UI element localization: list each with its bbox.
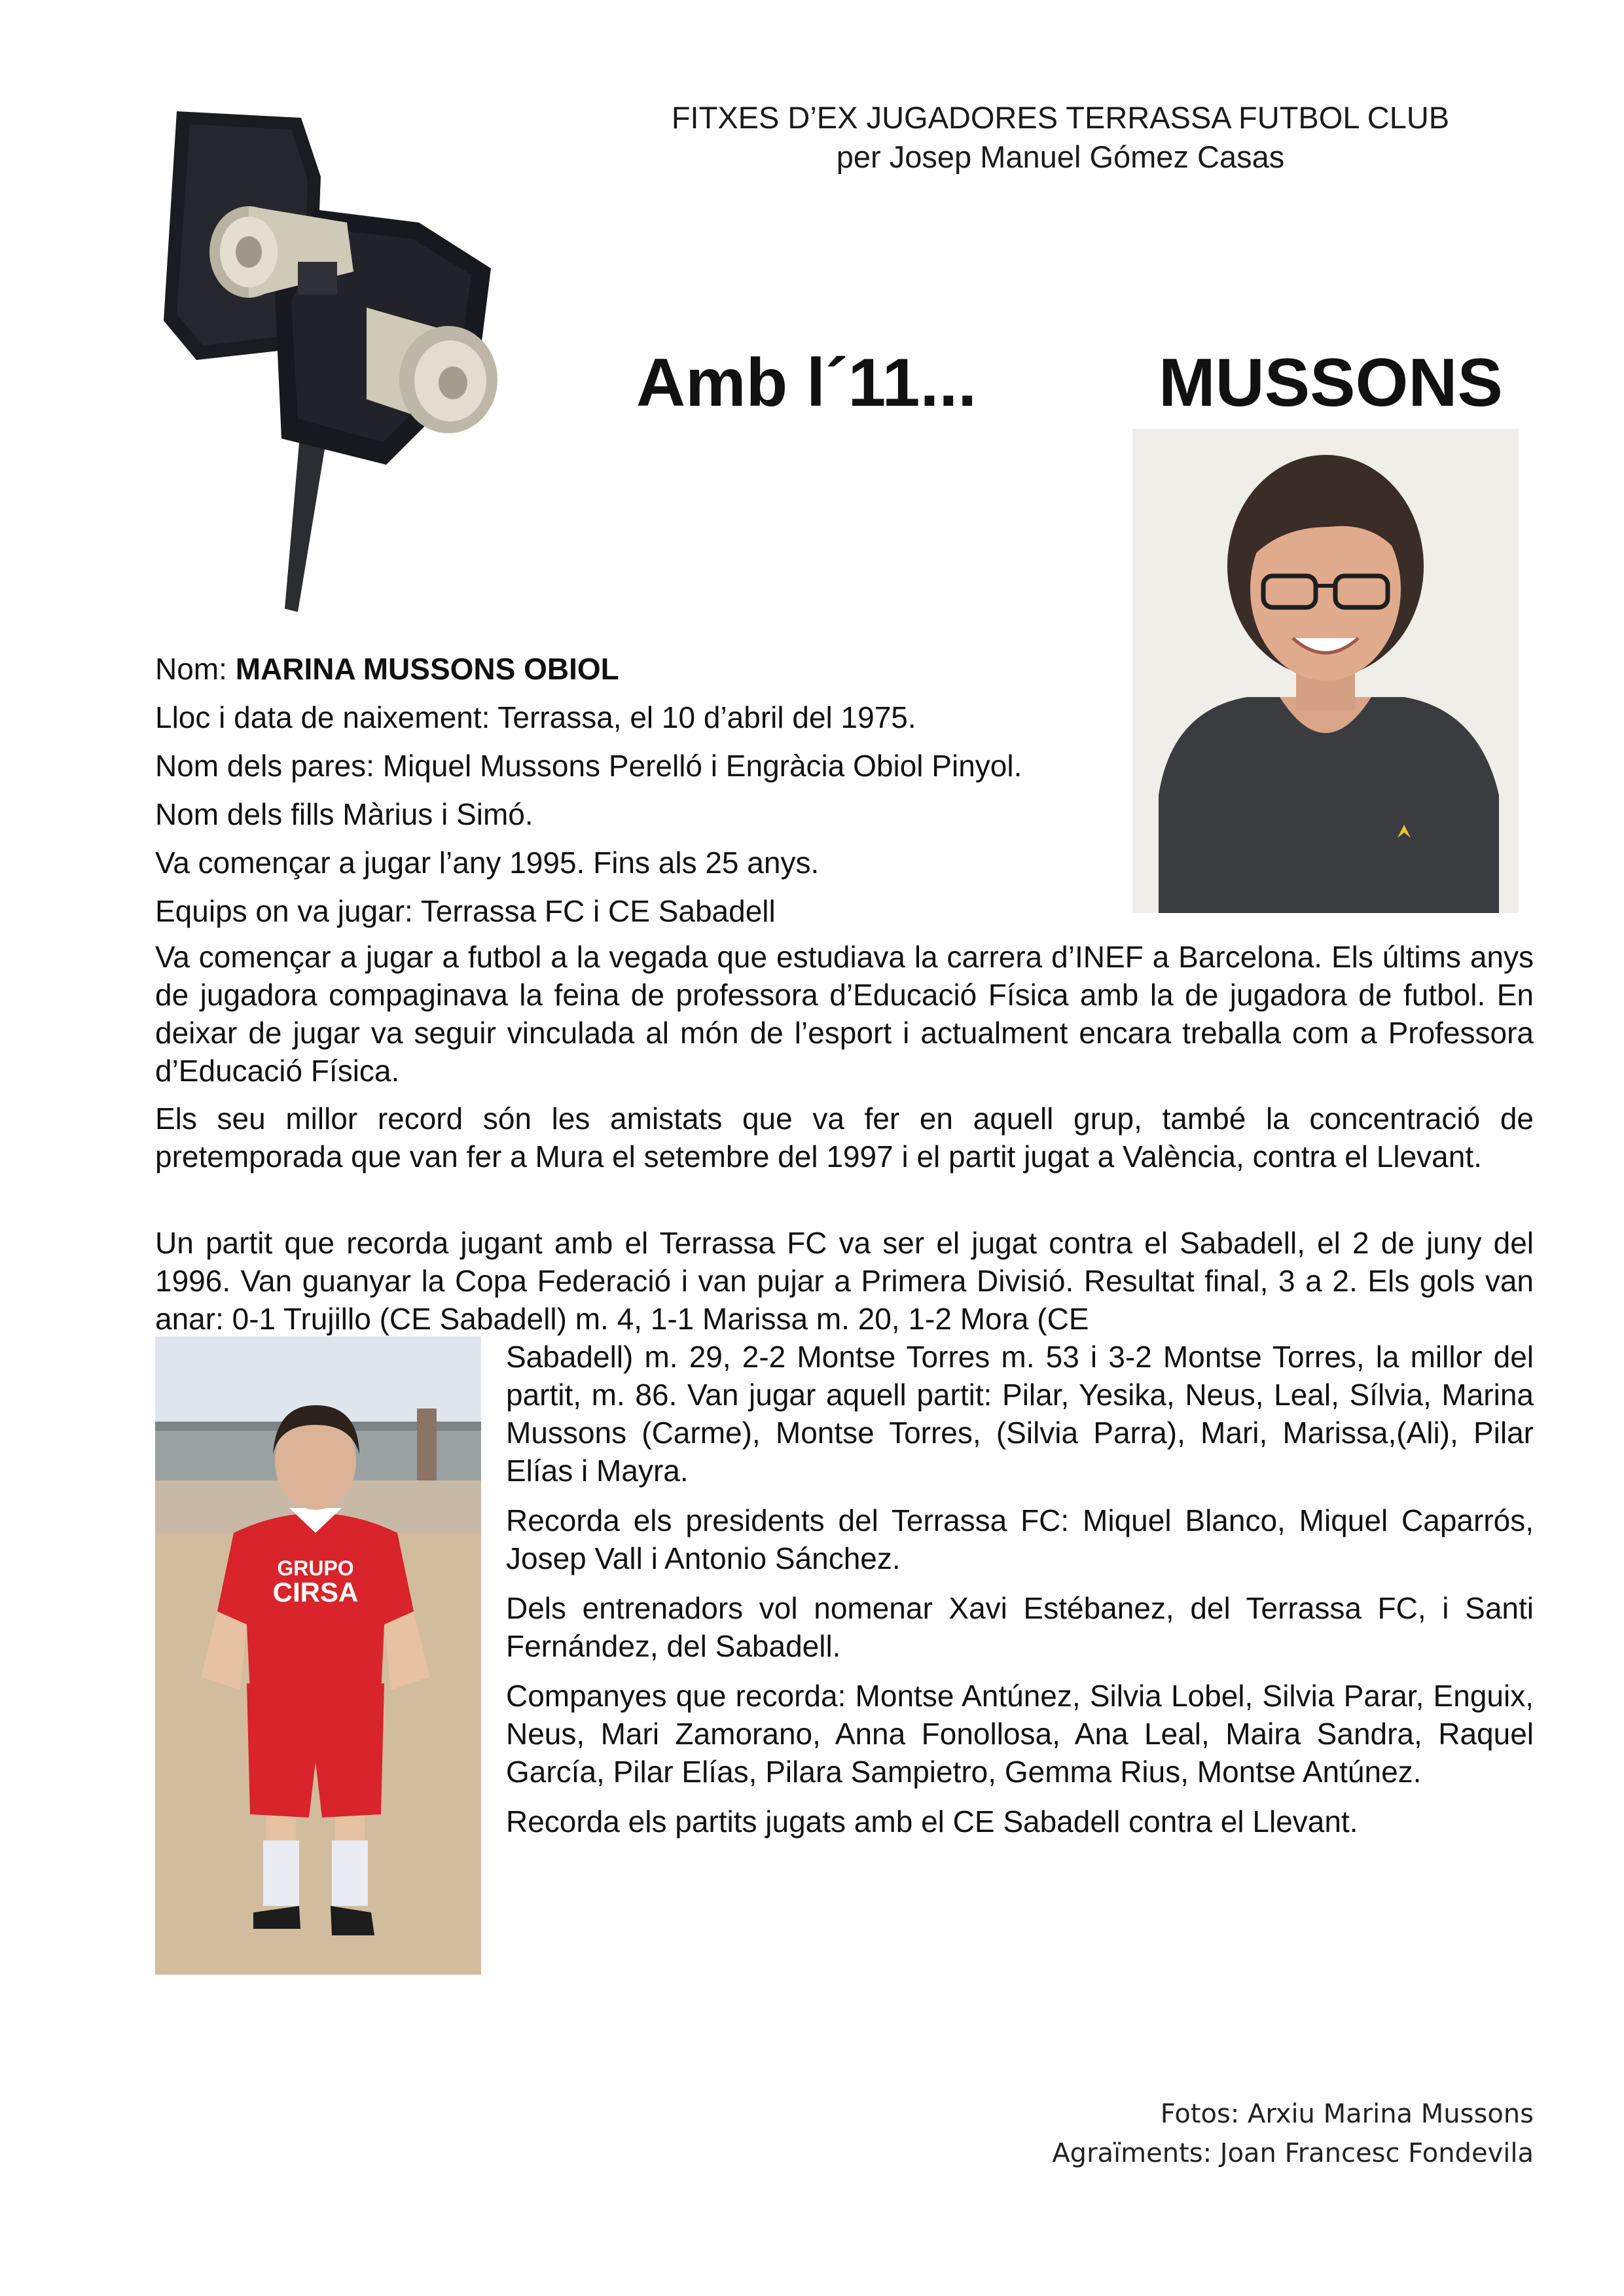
player-surname-title: MUSSONS [1159, 345, 1503, 421]
credits-thanks: Agraïments: Joan Francesc Fondevila [1052, 2138, 1534, 2168]
birth-line: Lloc i data de naixement: Terrassa, el 10 d’abril del 1975. [155, 700, 916, 734]
paragraph-best-memories: Els seu millor record són les amistats que va fer en aquell grup, també la concentració de pretemporada que van fer a Mura el setembre del 1997 i el partit jugat a València, contra el Llevant. [155, 1102, 1534, 1174]
loudspeaker-illustration [151, 98, 622, 622]
personal-data [155, 645, 1022, 935]
player-full-name: MARINA MUSSONS OBIOL [235, 652, 619, 686]
paragraph-presidents: Recorda els presidents del Terrassa FC: Miquel Blanco, Miquel Caparrós, Josep Vall i Antonio Sánchez. [506, 1503, 1534, 1575]
title-prefix: Amb l´11... [636, 345, 977, 421]
parents-line: Nom dels pares: Miquel Mussons Perelló i Engràcia Obiol Pinyol. [155, 749, 1022, 783]
name-label: Nom: [155, 652, 236, 686]
field-photo [155, 1336, 481, 1975]
children-line: Nom dels fills Màrius i Simó. [155, 797, 533, 831]
document-header [589, 98, 1532, 177]
paragraph-teammates: Companyes que recorda: Montse Antúnez, Silvia Lobel, Silvia Parar, Enguix, Neus, Mari Zamorano, Anna Fonollosa, Ana Leal, Maira Sandra, Raquel García, Pilar Elías, Pilara Sampietro, Gemma Rius, Montse Antúnez. [506, 1679, 1534, 1789]
portrait-photo [1132, 429, 1519, 913]
name-line [155, 645, 1022, 693]
career-start-line: Va començar a jugar l’any 1995. Fins als 25 anys. [155, 846, 820, 880]
jersey-sponsor-line2: CIRSA [272, 1577, 359, 1607]
jersey-sponsor-line1: GRUPO [277, 1556, 354, 1580]
text-column [506, 1338, 1534, 1852]
paragraph-career: Va començar a jugar a futbol a la vegada que estudiava la carrera d’INEF a Barcelona. Els últims anys de jugadora compaginava la feina de professora d’Educació Física amb la de jugadora de futbol. En deixar de jugar va seguir vinculada al món de l’esport i actualment encara treballa com a Professora d’Educació Física. [155, 940, 1534, 1088]
teams-line: Equips on va jugar: Terrassa FC i CE Sabadell [155, 894, 776, 928]
credits-photos: Fotos: Arxiu Marina Mussons [1160, 2099, 1534, 2129]
paragraph-levante-matches: Recorda els partits jugats amb el CE Sabadell contra el Llevant. [506, 1804, 1358, 1839]
header-series-title: FITXES D’EX JUGADORES TERRASSA FUTBOL CLUB [671, 100, 1450, 135]
photo-credits [982, 2094, 1534, 2173]
paragraph-match-intro [155, 1224, 1534, 1338]
header-author: per Josep Manuel Gómez Casas [836, 139, 1285, 174]
paragraph-coaches: Dels entrenadors vol nomenar Xavi Estébanez, del Terrassa FC, i Santi Fernández, del Sabadell. [506, 1591, 1534, 1663]
paragraph-match-details: Sabadell) m. 29, 2-2 Montse Torres m. 53 i 3-2 Montse Torres, la millor del partit, m. 86. Van jugar aquell partit: Pilar, Yesika, Neus, Leal, Sílvia, Marina Mussons (Carme), Montse Torres, (Silvia Parra), Mari, Marissa,(Ali), Pilar Elías i Mayra. [506, 1340, 1534, 1488]
paragraph-match-intro-text: Un partit que recorda jugant amb el Terrassa FC va ser el jugat contra el Sabadell, el 2 de juny del 1996. Van guanyar la Copa Federació i van pujar a Primera Divisió. Resultat final, 3 a 2. Els gols van anar: 0-1 Trujillo (CE Sabadell) m. 4, 1-1 Marissa m. 20, 1-2 Mora (CE [155, 1226, 1534, 1336]
